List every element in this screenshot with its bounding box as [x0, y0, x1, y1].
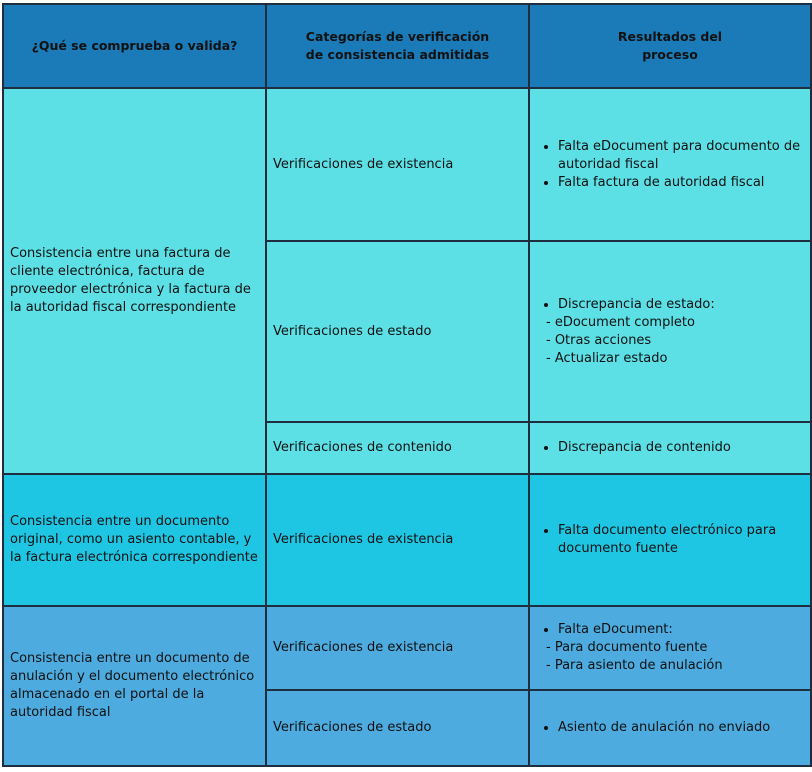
category-cell: Verificaciones de contenido	[266, 422, 529, 474]
result-item: • Discrepancia de estado:	[558, 296, 804, 314]
results-cell	[529, 422, 811, 474]
results-cell	[529, 606, 811, 690]
header-what: ¿Qué se comprueba o valida?	[3, 4, 266, 88]
result-subitem: - Actualizar estado	[546, 350, 668, 366]
what-cell: Consistencia entre un documento de anulación y el documento electrónico almacenado en el portal de la autoridad fiscal	[3, 606, 266, 766]
what-cell: Consistencia entre un documento original, como un asiento contable, y la factura electrónica correspondiente	[3, 474, 266, 606]
result-item: • Asiento de anulación no enviado	[558, 719, 804, 737]
category-cell: Verificaciones de existencia	[266, 88, 529, 241]
table-row	[3, 474, 811, 606]
header-results: Resultados del proceso	[529, 4, 811, 88]
category-cell: Verificaciones de existencia	[266, 474, 529, 606]
results-cell	[529, 690, 811, 766]
result-subitem: - Para asiento de anulación	[546, 658, 723, 673]
result-item: • Falta documento electrónico para documento fuente	[558, 522, 804, 558]
result-item: • Discrepancia de contenido	[558, 439, 804, 457]
header-row	[3, 4, 811, 88]
results-cell	[529, 88, 811, 241]
category-cell: Verificaciones de estado	[266, 690, 529, 766]
results-cell	[529, 241, 811, 422]
consistency-table	[2, 3, 812, 767]
result-item: • Falta eDocument para documento de autoridad fiscal	[558, 138, 804, 174]
category-cell: Verificaciones de existencia	[266, 606, 529, 690]
header-category: Categorías de verificación de consistencia admitidas	[266, 4, 529, 88]
result-item: • Falta eDocument:	[558, 621, 804, 639]
table-row	[3, 88, 811, 241]
result-item: • Falta factura de autoridad fiscal	[558, 174, 804, 192]
what-cell: Consistencia entre una factura de cliente electrónica, factura de proveedor electrónica y la factura de la autoridad fiscal correspondiente	[3, 88, 266, 474]
result-subitem: - eDocument completo	[546, 314, 695, 330]
results-cell	[529, 474, 811, 606]
category-cell: Verificaciones de estado	[266, 241, 529, 422]
result-subitem: - Otras acciones	[546, 332, 652, 348]
result-subitem: - Para documento fuente	[546, 640, 708, 655]
table-row	[3, 606, 811, 690]
